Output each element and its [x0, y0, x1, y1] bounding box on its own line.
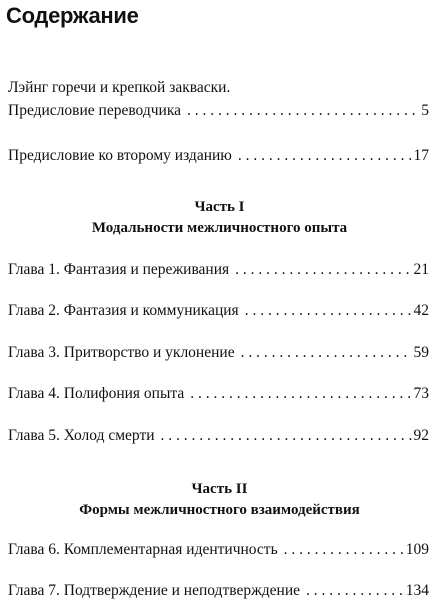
toc-entry-page: 59: [413, 344, 429, 361]
toc-entry-page: 92: [413, 427, 429, 444]
toc-entry-page: 17: [413, 147, 429, 164]
toc-entry-label: Глава 3. Притворство и уклонение: [8, 344, 235, 361]
toc-entry-second-edition-preface[interactable]: [8, 146, 429, 166]
part-1-number: Часть I: [194, 199, 245, 215]
toc-entry-label: Глава 6. Комплементарная идентичность: [8, 541, 278, 558]
dot-leader: [235, 260, 411, 280]
toc-entry-label: Глава 1. Фантазия и переживания: [8, 261, 230, 278]
toc-entry-label: Глава 4. Полифония опыта: [8, 385, 185, 402]
toc-entry-page: 73: [413, 385, 429, 402]
dot-leader: [284, 540, 404, 560]
toc-entry-chapter-7[interactable]: [8, 581, 429, 601]
dot-leader: [241, 343, 412, 363]
dot-leader: [238, 146, 412, 166]
toc-entry-chapter-3[interactable]: [8, 343, 429, 363]
toc-entry-label: Глава 5. Холод смерти: [8, 427, 155, 444]
toc-entry-label: Глава 2. Фантазия и коммуникация: [8, 302, 239, 319]
toc-entry-label: Глава 7. Подтверждение и неподтверждение: [8, 582, 301, 599]
dot-leader: [245, 301, 412, 321]
toc-entry-page: 134: [405, 582, 429, 599]
toc-entry-chapter-5[interactable]: [8, 426, 429, 446]
part-2-number: Часть II: [191, 481, 248, 497]
part-2-name: Формы межличностного взаимодействия: [79, 502, 360, 518]
toc-entry-page: 109: [405, 541, 429, 558]
dot-leader: [306, 581, 404, 601]
dot-leader: [187, 101, 419, 121]
toc-entry-label: Предисловие переводчика: [8, 102, 182, 119]
toc-entry-translator-preface[interactable]: [8, 101, 429, 121]
toc-entry-page: 5: [421, 102, 429, 119]
dot-leader: [190, 384, 411, 404]
page-title: Содержание: [6, 3, 139, 28]
part-1-name: Модальности межличностного опыта: [91, 220, 348, 236]
toc-entry-chapter-2[interactable]: [8, 301, 429, 321]
toc-entry-label: Предисловие ко второму изданию: [8, 147, 232, 164]
dot-leader: [161, 426, 412, 446]
toc-entry-page: 42: [413, 302, 429, 319]
toc-entry-chapter-1[interactable]: [8, 260, 429, 280]
toc-entry-chapter-6[interactable]: [8, 540, 429, 560]
toc-entry-chapter-4[interactable]: [8, 384, 429, 404]
toc-entry-page: 21: [413, 261, 429, 278]
toc-intro-line: Лэйнг горечи и крепкой закваски.: [8, 79, 231, 96]
